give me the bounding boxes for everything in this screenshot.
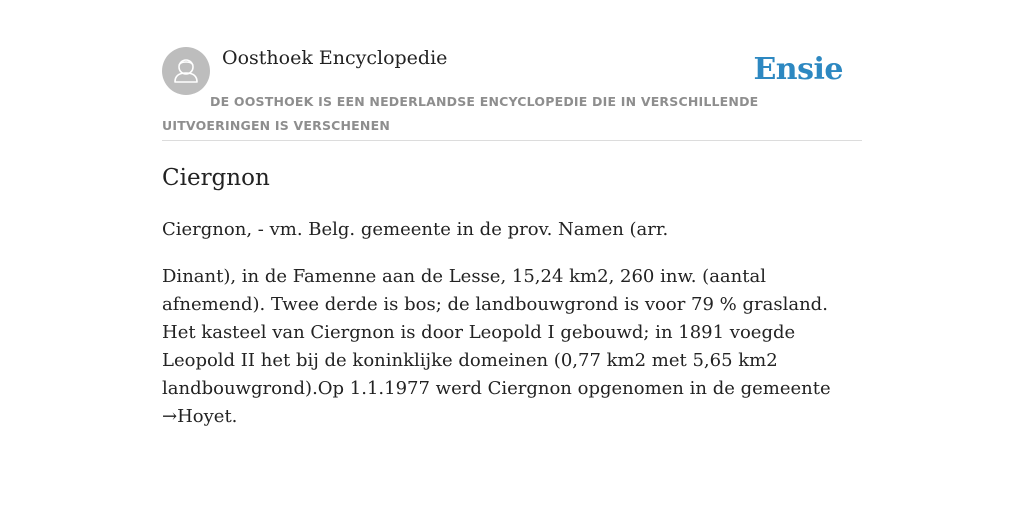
source-name[interactable]: Oosthoek Encyclopedie [222,47,448,69]
user-avatar-icon[interactable] [162,47,210,95]
ensie-logo[interactable]: Ensie [753,52,843,87]
article-paragraph: Ciergnon, - vm. Belg. gemeente in de prov. Namen (arr. [162,219,669,240]
person-icon [162,47,210,95]
source-description: DE OOSTHOEK IS EEN NEDERLANDSE ENCYCLOPEDIE DIE IN VERSCHILLENDE UITVOERINGEN IS VERSCHENEN [162,94,759,133]
article-paragraph: Dinant), in de Famenne aan de Lesse, 15,24 km2, 260 inw. (aantal afnemend). Twee derde is bos; de landbouwgrond is voor 79 % grasland. Het kasteel van Ciergnon is door Leopold I gebouwd; in 1891 voegde Leopold II het bij de koninklijke domeinen (0,77 km2 met 5,65 km2 landbouwgrond).Op 1.1.1977 werd Ciergnon opgenomen in de gemeente →Hoyet. [162,266,831,427]
article-title: Ciergnon [162,165,270,191]
header [162,46,862,141]
